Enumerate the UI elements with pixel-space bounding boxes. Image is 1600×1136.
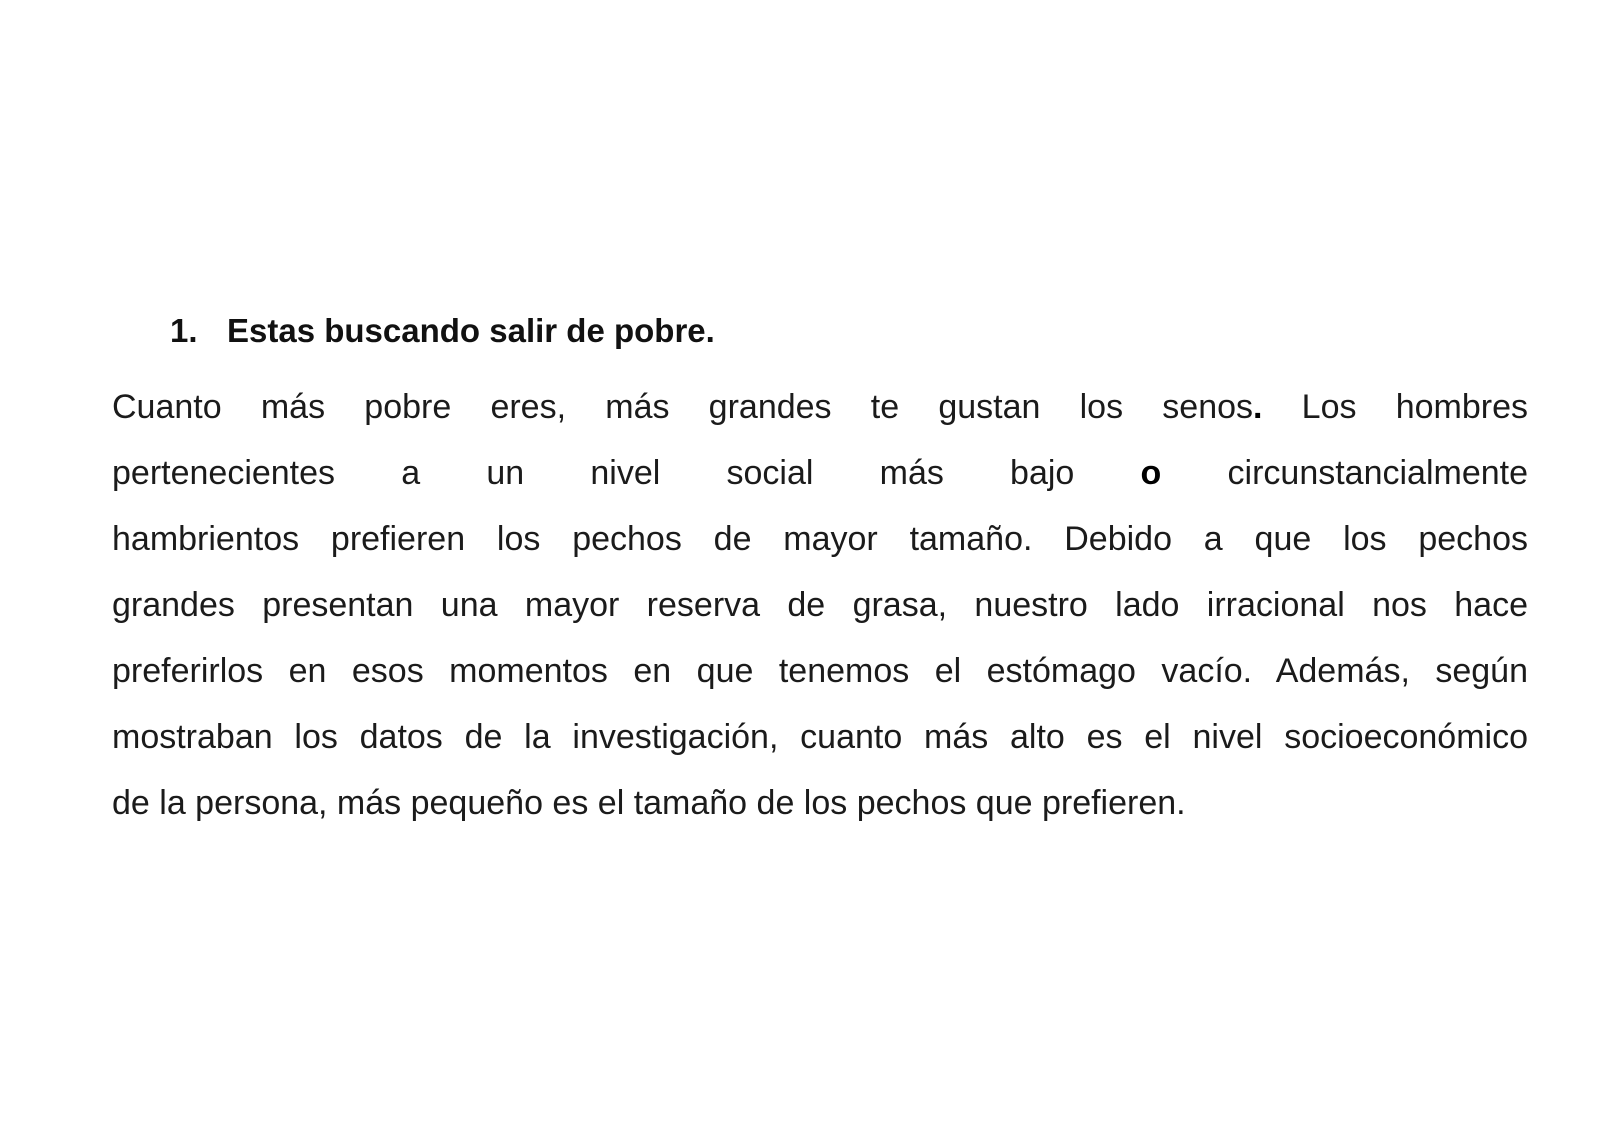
heading-text: Estas buscando salir de pobre. — [227, 312, 715, 349]
line-2-bold-o: o — [1140, 454, 1162, 492]
line-2-text-b: circunstancialmente — [1161, 454, 1528, 492]
paragraph-line-4: grandes presentan una mayor reserva de grasa, nuestro lado irracional nos hace — [112, 586, 1528, 624]
line-1-text-a: Cuanto más pobre eres, más grandes te gustan los senos — [112, 388, 1254, 426]
paragraph-line-3: hambrientos prefieren los pechos de mayor tamaño. Debido a que los pechos — [112, 520, 1528, 558]
body-paragraph — [112, 374, 1528, 836]
paragraph-line-6: mostraban los datos de la investigación, cuanto más alto es el nivel socioeconómico — [112, 718, 1528, 756]
paragraph-line-2 — [112, 440, 1528, 506]
line-1-bold-period: . — [1253, 388, 1263, 426]
line-2-text-a: pertenecientes a un nivel social más bajo — [112, 454, 1141, 492]
line-1-text-b: Los hombres — [1262, 388, 1528, 426]
heading-number: 1. — [170, 312, 198, 349]
paragraph-line-5: preferirlos en esos momentos en que tenemos el estómago vacío. Además, según — [112, 652, 1528, 690]
paragraph-line-7: de la persona, más pequeño es el tamaño de los pechos que prefieren. — [112, 784, 1186, 822]
section-heading — [170, 310, 715, 352]
paragraph-line-1 — [112, 374, 1528, 440]
